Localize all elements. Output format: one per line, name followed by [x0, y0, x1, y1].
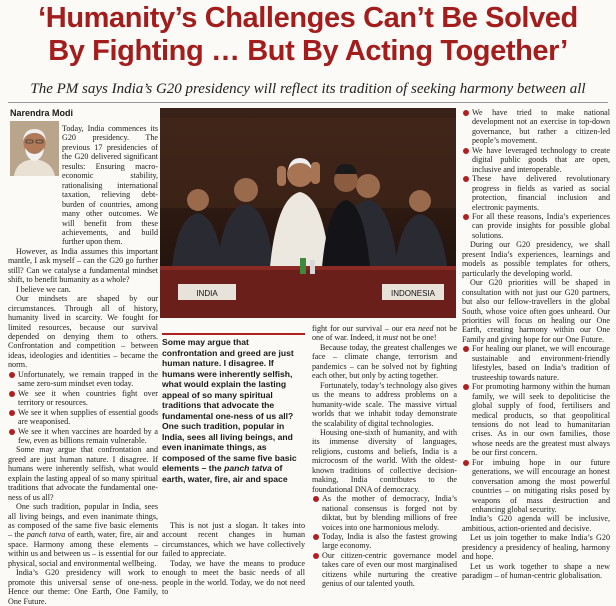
- bullet-list: [462, 108, 610, 240]
- paragraph: This is not just a slogan. It takes into account recent changes in human circumstances, which we have collectively failed to appreciate.: [162, 521, 305, 559]
- pullquote-emphasis: panch tatva: [224, 463, 272, 473]
- bullet-list: [462, 344, 610, 514]
- headline-line-2: By Fighting … But By Acting Together’: [48, 35, 568, 67]
- bullet-item: We see it when vaccines are hoarded by a few, even as billions remain vulnerable.: [8, 427, 158, 446]
- bullet-item: Today, India is also the fastest growing large economy.: [312, 532, 457, 551]
- pullquote-text: Some may argue that confrontation and greed are just human nature. I disagree. If humans were inherently selfish, what would explain the lasting appeal of so many spiritual traditions that advocate the fundamental one-ness of us all? One such tradition, popular in India, sees all living beings, and even inanimate things, as composed of the same five basic elements – the: [162, 337, 297, 473]
- summit-photo: [160, 108, 456, 318]
- paragraph: [8, 502, 158, 568]
- paragraph: However, as India assumes this important mantle, I ask myself – can the G20 go further still? Can we catalyse a fundamental mindset shift, to benefit humanity as a whole?: [8, 246, 158, 285]
- paragraph: Our G20 priorities will be shaped in consultation with not just our G20 partners, but also our fellow-travellers in the global South, whose voice often goes unheard. Our priorities will focus on healing our One Earth, creating harmony within our One Family and giving hope for our One Future.: [462, 278, 610, 344]
- byline: Narendra Modi: [10, 108, 74, 118]
- paragraph: I believe we can.: [16, 284, 71, 294]
- bullet-item: As the mother of democracy, India’s national consensus is forged not by diktat, but by blending millions of free voices into one harmonious melody.: [312, 494, 457, 532]
- paragraph: During our G20 presidency, we shall present India’s experiences, learnings and models as possible templates for others, particularly the developing world.: [462, 240, 610, 278]
- emphasis: panch tatva: [26, 530, 66, 540]
- bullet-item: These have delivered revolutionary progress in fields as varied as social protection, financial inclusion and electronic payments.: [462, 174, 610, 212]
- bullet-item: We have leveraged technology to create digital public goods that are open, inclusive and interoperable.: [462, 146, 610, 174]
- paragraph: Let us work together to shape a new paradigm – of human-centric globalisation.: [462, 561, 610, 581]
- bullet-item: For promoting harmony within the human family, we will seek to depoliticise the global supply of food, fertilisers and medical products, so that geopolitical tensions do not lead to humanitarian crises. As in our own families, those whose needs are the greatest must always be our first concern.: [462, 382, 610, 458]
- paragraph: Today, we have the means to produce enough to meet the basic needs of all people in the world. Today, we do not need to: [162, 558, 305, 597]
- text: fight for our survival – our era: [312, 324, 419, 333]
- paragraph: Fortunately, today’s technology also gives us the means to address problems on a humanity-wide scale. The massive virtual worlds that we inhabit today demonstrate the scalability of digital technologies.: [312, 380, 457, 428]
- nameplate-left-label: INDIA: [196, 289, 218, 298]
- header-divider: [8, 102, 608, 103]
- text: not be one of war. Indeed, it: [312, 324, 458, 343]
- emphasis: must: [382, 333, 399, 343]
- column-3: [312, 324, 457, 587]
- paragraph: Let us join together to make India’s G20 presidency a presidency of healing, harmony and hope.: [462, 533, 610, 562]
- bullet-item: Unfortunately, we remain trapped in the same zero-sum mindset even today.: [8, 370, 158, 389]
- column-2-bottom: [162, 521, 305, 597]
- emphasis: need: [418, 324, 434, 333]
- paragraph: Some may argue that confrontation and greed are just human nature. I disagree. If humans were inherently selfish, what would explain the lasting appeal of so many spiritual traditions that advocate the fundamental one-ness of us all?: [8, 445, 158, 502]
- paragraph: Housing one-sixth of humanity, and with its immense diversity of languages, religions, customs and beliefs, India is a microcosm of the world. With the oldest-known traditions of collective decision-making, India contributes to the foundational DNA of democracy.: [312, 427, 457, 494]
- subheadline: The PM says India’s G20 presidency will reflect its tradition of seeking harmony between all: [30, 81, 586, 97]
- column-1: [8, 124, 159, 606]
- pullquote-text-end: of earth, water, fire, air and space: [162, 463, 288, 484]
- paragraph: [312, 324, 457, 343]
- nameplate-right-label: INDONESIA: [390, 289, 436, 298]
- pullquote: [162, 337, 305, 484]
- bullet-list: [312, 494, 457, 589]
- text: not be one!: [398, 333, 437, 343]
- column-4: [462, 108, 610, 587]
- bullet-item: For imbuing hope in our future generations, we will encourage an honest conversation among the most powerful countries – on mitigating risks posed by weapons of mass destruction and enhancing global security.: [462, 458, 610, 515]
- bullet-item: Our citizen-centric governance model takes care of even our most marginalised citizens while nurturing the creative genius of our talented youth.: [312, 551, 457, 589]
- paragraph: India’s G20 presidency will work to promote this universal sense of one-ness. Hence our theme: One Earth, One Family, One Future.: [8, 568, 158, 606]
- bullet-list: [8, 370, 158, 446]
- text: One such tradition, popular in India, sees all living beings, and even inanimate things, as composed of the same five basic elements – the: [8, 502, 158, 540]
- pullquote-rule: [162, 333, 305, 335]
- paragraph: Today, India commences its G20 presidency. The previous 17 presidencies of the G20 delivered significant results: Ensuring macro-economic stability, rationalising international taxation, relieving debt-burden of countries, among many other outcomes. We will benefit from these achievements, and build further upon them.: [62, 124, 158, 247]
- bullet-item: We have tried to make national development not an exercise in top-down governance, but rather a citizen-led people’s movement.: [462, 108, 610, 146]
- text: of earth, water, fire, air and space. Harmony among these elements – within us and between us – is essential for our physical, social and environmental wellbeing.: [8, 530, 159, 568]
- headline-line-1: ‘Humanity’s Challenges Can’t Be Solved: [38, 2, 578, 34]
- paragraph: Because today, the greatest challenges we face – climate change, terrorism and pandemics – can be solved not by fighting each other, but only by acting together.: [312, 342, 457, 381]
- headline: [0, 2, 616, 68]
- bullet-item: We see it when supplies of essential goods are weaponised.: [8, 408, 158, 427]
- bullet-item: For all these reasons, India’s experiences can provide insights for possible global solutions.: [462, 212, 610, 240]
- paragraph: Our mindsets are shaped by our circumstances. Through all of history, humanity lived in scarcity. We fought for limited resources, because our survival depended on denying them to others. Confrontation and competition – between ideas, ideologies and identities – became the norm.: [8, 294, 158, 370]
- bullet-item: We see it when countries fight over territory or resources.: [8, 389, 158, 408]
- bullet-item: For healing our planet, we will encourage sustainable and environment-friendly lifestyles, based on India’s tradition of trusteeship towards nature.: [462, 344, 610, 382]
- paragraph: India’s G20 agenda will be inclusive, ambitious, action-oriented and decisive.: [462, 514, 610, 533]
